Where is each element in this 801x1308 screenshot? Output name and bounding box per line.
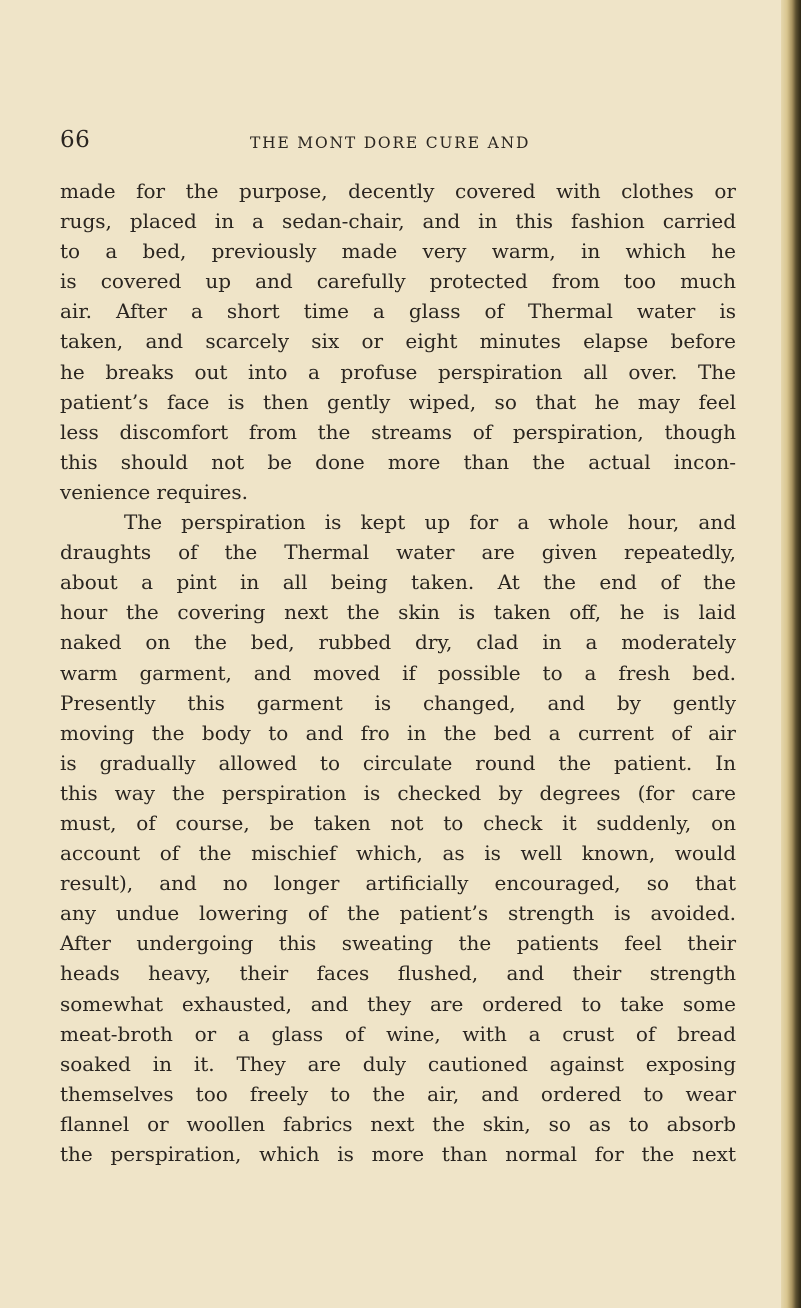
page-edge-shadow: [781, 0, 801, 1308]
text-line: moving the body to and fro in the bed a current of air: [60, 720, 736, 745]
text-line: patient’s face is then gently wiped, so that he may feel: [60, 389, 736, 414]
text-line: After undergoing this sweating the patients feel their: [60, 931, 736, 956]
text-line: themselves too freely to the air, and ordered to wear: [60, 1081, 736, 1106]
text-line: Presently this garment is changed, and by gently: [60, 690, 736, 715]
text-line: must, of course, be taken not to check it suddenly, on: [60, 810, 736, 835]
text-line: any undue lowering of the patient’s strength is avoided.: [60, 901, 736, 926]
text-line: naked on the bed, rubbed dry, clad in a moderately: [60, 630, 736, 655]
text-line: somewhat exhausted, and they are ordered to take some: [60, 991, 736, 1016]
text-line: is covered up and carefully protected from too much: [60, 269, 736, 294]
running-header: THE MONT DORE CURE AND: [250, 134, 531, 152]
text-line: he breaks out into a profuse perspiration all over. The: [60, 359, 736, 384]
text-line: this way the perspiration is checked by degrees (for care: [60, 780, 736, 805]
text-line: soaked in it. They are duly cautioned against exposing: [60, 1051, 736, 1076]
text-line: account of the mischief which, as is well known, would: [60, 841, 736, 866]
text-line: rugs, placed in a sedan-chair, and in this fashion carried: [60, 209, 736, 234]
text-line: heads heavy, their faces flushed, and their strength: [60, 961, 736, 986]
text-line: draughts of the Thermal water are given repeatedly,: [60, 540, 736, 565]
text-line: warm garment, and moved if possible to a fresh bed.: [60, 660, 736, 685]
text-line: hour the covering next the skin is taken off, he is laid: [60, 600, 736, 625]
text-line: venience requires.: [60, 479, 249, 504]
text-line: taken, and scarcely six or eight minutes elapse before: [60, 329, 736, 354]
text-line: this should not be done more than the actual incon-: [60, 449, 736, 474]
text-line: flannel or woollen fabrics next the skin, so as to absorb: [60, 1111, 736, 1136]
text-line: the perspiration, which is more than normal for the next: [60, 1142, 736, 1166]
text-line: to a bed, previously made very warm, in which he: [60, 239, 736, 264]
text-line: about a pint in all being taken. At the end of the: [60, 570, 736, 595]
page-number: 66: [60, 127, 91, 153]
text-line: made for the purpose, decently covered with clothes or: [60, 179, 736, 203]
text-line: is gradually allowed to circulate round the patient. In: [60, 750, 736, 775]
text-line: result), and no longer artificially encouraged, so that: [60, 871, 736, 896]
paragraph-start-line: The perspiration is kept up for a whole hour, and: [124, 510, 736, 535]
text-line: less discomfort from the streams of perspiration, though: [60, 419, 736, 444]
text-line: air. After a short time a glass of Thermal water is: [60, 299, 736, 324]
body-text: [60, 176, 736, 1169]
text-line: meat-broth or a glass of wine, with a crust of bread: [60, 1021, 736, 1046]
